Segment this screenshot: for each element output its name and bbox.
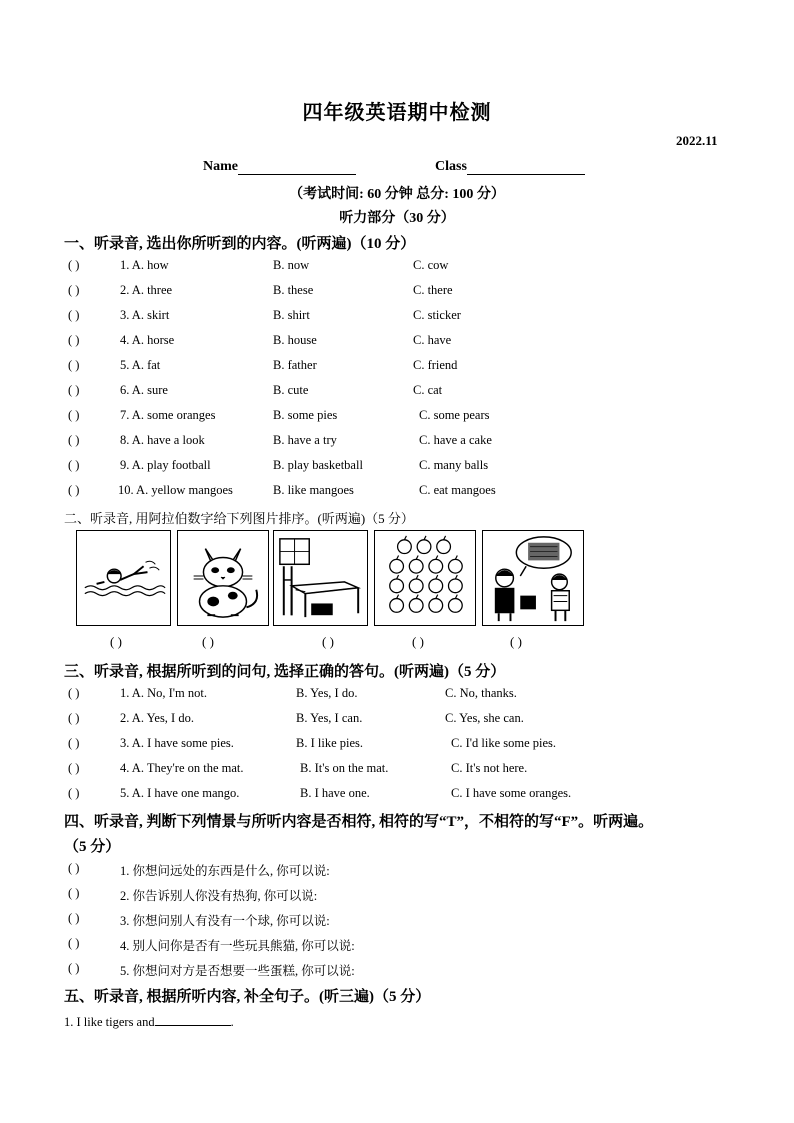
picture-answer-paren[interactable]: ( ): [322, 634, 334, 649]
apple-stem-icon: [444, 536, 446, 540]
apples-picture: [374, 530, 476, 626]
apple-icon: [409, 599, 423, 613]
answer-paren[interactable]: ( ): [68, 861, 80, 875]
answer-paren[interactable]: ( ): [68, 761, 80, 775]
statement-text: 5. 你想问对方是否想要一些蛋糕, 你可以说:: [120, 964, 355, 978]
section4-title: 四、听录音, 判断下列情景与所听内容是否相符, 相符的写“T”，不相符的写“F”。听两遍。: [64, 814, 654, 830]
option-b: B. cute: [273, 383, 309, 397]
apple-icon: [409, 579, 423, 593]
answer-paren[interactable]: ( ): [68, 283, 80, 297]
option-a: 2. A. three: [120, 283, 173, 297]
name-label: Name: [203, 159, 238, 174]
option-c: C. I'd like some pies.: [451, 736, 557, 750]
section5-title: 五、听录音, 根据所听内容, 补全句子。(听三遍)（5 分）: [64, 989, 431, 1005]
option-a: 4. A. They're on the mat.: [120, 761, 244, 775]
picture-answer-paren[interactable]: ( ): [202, 634, 214, 649]
option-b: B. shirt: [273, 308, 310, 322]
section5-item-1: [64, 1013, 234, 1033]
apple-icon: [449, 579, 463, 593]
apple-stem-icon: [416, 595, 418, 599]
picture-answer-paren[interactable]: ( ): [412, 634, 424, 649]
apple-stem-icon: [416, 555, 418, 559]
cat-icon: [178, 531, 268, 625]
page-title: 四年级英语期中检测: [302, 102, 492, 124]
option-a: 1. A. how: [120, 258, 169, 272]
option-a: 9. A. play football: [120, 458, 211, 472]
apple-icon: [449, 599, 463, 613]
option-c: C. there: [413, 283, 453, 297]
apples-icon: [375, 531, 475, 625]
apple-stem-icon: [455, 575, 457, 579]
apple-icon: [429, 579, 443, 593]
statement-text: 3. 你想问别人有没有一个球, 你可以说:: [120, 914, 330, 928]
children-icon: [483, 531, 583, 625]
children-picture: [482, 530, 584, 626]
option-c: C. friend: [413, 358, 458, 372]
cat-picture: [177, 530, 269, 626]
apple-stem-icon: [397, 555, 399, 559]
class-field[interactable]: [435, 159, 585, 175]
answer-paren[interactable]: ( ): [68, 458, 80, 472]
option-b: B. house: [273, 333, 317, 347]
option-c: C. have a cake: [419, 433, 492, 447]
apple-icon: [409, 559, 423, 573]
option-a: 6. A. sure: [120, 383, 168, 397]
option-c: C. cat: [413, 383, 443, 397]
option-b: B. have a try: [273, 433, 337, 447]
answer-paren[interactable]: ( ): [68, 911, 80, 925]
apple-icon: [390, 559, 404, 573]
answer-paren[interactable]: ( ): [68, 736, 80, 750]
apple-icon: [390, 599, 404, 613]
statement-text: 4. 别人问你是否有一些玩具熊猫, 你可以说:: [120, 939, 355, 953]
answer-paren[interactable]: ( ): [68, 433, 80, 447]
apple-icon: [429, 599, 443, 613]
apple-icon: [429, 559, 443, 573]
answer-paren[interactable]: ( ): [68, 936, 80, 950]
option-b: B. father: [273, 358, 317, 372]
picture-answer-paren[interactable]: ( ): [510, 634, 522, 649]
option-a: 1. A. No, I'm not.: [120, 686, 207, 700]
section3-title: 三、听录音, 根据所听到的问句, 选择正确的答句。(听两遍)（5 分）: [64, 664, 506, 680]
apple-stem-icon: [404, 536, 406, 540]
listening-title: 听力部分（30 分）: [339, 211, 455, 226]
option-a: 4. A. horse: [120, 333, 175, 347]
apple-stem-icon: [397, 595, 399, 599]
statement-text: 1. 你想问远处的东西是什么, 你可以说:: [120, 864, 330, 878]
option-a: 2. A. Yes, I do.: [120, 711, 194, 725]
option-b: B. I like pies.: [296, 736, 364, 750]
answer-paren[interactable]: ( ): [68, 408, 80, 422]
apple-stem-icon: [424, 536, 426, 540]
swimmer-picture: [76, 530, 171, 626]
option-c: C. Yes, she can.: [445, 711, 524, 725]
answer-paren[interactable]: ( ): [68, 258, 80, 272]
answer-paren[interactable]: ( ): [68, 483, 80, 497]
apple-icon: [398, 540, 412, 554]
section1-title: 一、听录音, 选出你所听到的内容。(听两遍)（10 分）: [64, 236, 416, 252]
statement-text: 2. 你告诉别人你没有热狗, 你可以说:: [120, 889, 318, 903]
apple-icon: [437, 540, 451, 554]
section4-title-cont: （5 分）: [64, 839, 121, 855]
answer-paren[interactable]: ( ): [68, 358, 80, 372]
name-blank[interactable]: [238, 160, 356, 175]
exam-info: （考试时间: 60 分钟 总分: 100 分）: [289, 187, 505, 202]
option-b: B. like mangoes: [273, 483, 354, 497]
option-c: C. many balls: [419, 458, 489, 472]
option-b: B. It's on the mat.: [300, 761, 389, 775]
answer-paren[interactable]: ( ): [68, 961, 80, 975]
option-c: C. It's not here.: [451, 761, 528, 775]
option-a: 7. A. some oranges: [120, 408, 216, 422]
option-a: 3. A. I have some pies.: [120, 736, 234, 750]
apple-stem-icon: [397, 575, 399, 579]
option-b: B. Yes, I can.: [296, 711, 363, 725]
class-blank[interactable]: [467, 160, 585, 175]
name-field[interactable]: [203, 159, 356, 175]
picture-answer-paren[interactable]: ( ): [110, 634, 122, 649]
option-a: 3. A. skirt: [120, 308, 170, 322]
swimmer-icon: [77, 531, 170, 625]
option-c: C. No, thanks.: [445, 686, 517, 700]
option-c: C. I have some oranges.: [451, 786, 572, 800]
class-label: Class: [435, 159, 467, 174]
option-a: 5. A. I have one mango.: [120, 786, 240, 800]
answer-paren[interactable]: ( ): [68, 308, 80, 322]
answer-paren[interactable]: ( ): [68, 886, 80, 900]
apple-stem-icon: [416, 575, 418, 579]
option-b: B. Yes, I do.: [296, 686, 358, 700]
option-b: B. I have one.: [300, 786, 370, 800]
answer-paren[interactable]: ( ): [68, 786, 80, 800]
apple-icon: [390, 579, 404, 593]
answer-paren[interactable]: ( ): [68, 383, 80, 397]
apple-stem-icon: [436, 555, 438, 559]
option-b: B. some pies: [273, 408, 338, 422]
option-c: C. some pears: [419, 408, 490, 422]
section5-item-end: .: [230, 1015, 234, 1029]
option-a: 10. A. yellow mangoes: [118, 483, 233, 497]
option-b: B. these: [273, 283, 314, 297]
option-c: C. cow: [413, 258, 449, 272]
apple-stem-icon: [436, 595, 438, 599]
option-c: C. sticker: [413, 308, 461, 322]
apple-icon: [417, 540, 431, 554]
section5-item-blank[interactable]: [155, 1013, 231, 1026]
option-c: C. eat mangoes: [419, 483, 496, 497]
bed-picture: [273, 530, 368, 626]
apple-stem-icon: [455, 555, 457, 559]
exam-date: 2022.11: [676, 133, 718, 148]
apple-icon: [449, 559, 463, 573]
option-a: 5. A. fat: [120, 358, 161, 372]
option-b: B. play basketball: [273, 458, 363, 472]
bed-icon: [274, 531, 367, 625]
option-c: C. have: [413, 333, 452, 347]
section5-item-text: 1. I like tigers and: [64, 1015, 155, 1029]
answer-paren[interactable]: ( ): [68, 686, 80, 700]
section2-title: 二、听录音, 用阿拉伯数字给下列图片排序。(听两遍)（5 分）: [64, 511, 414, 526]
answer-paren[interactable]: ( ): [68, 711, 80, 725]
apple-stem-icon: [436, 575, 438, 579]
answer-paren[interactable]: ( ): [68, 333, 80, 347]
option-b: B. now: [273, 258, 310, 272]
apple-stem-icon: [455, 595, 457, 599]
option-a: 8. A. have a look: [120, 433, 205, 447]
